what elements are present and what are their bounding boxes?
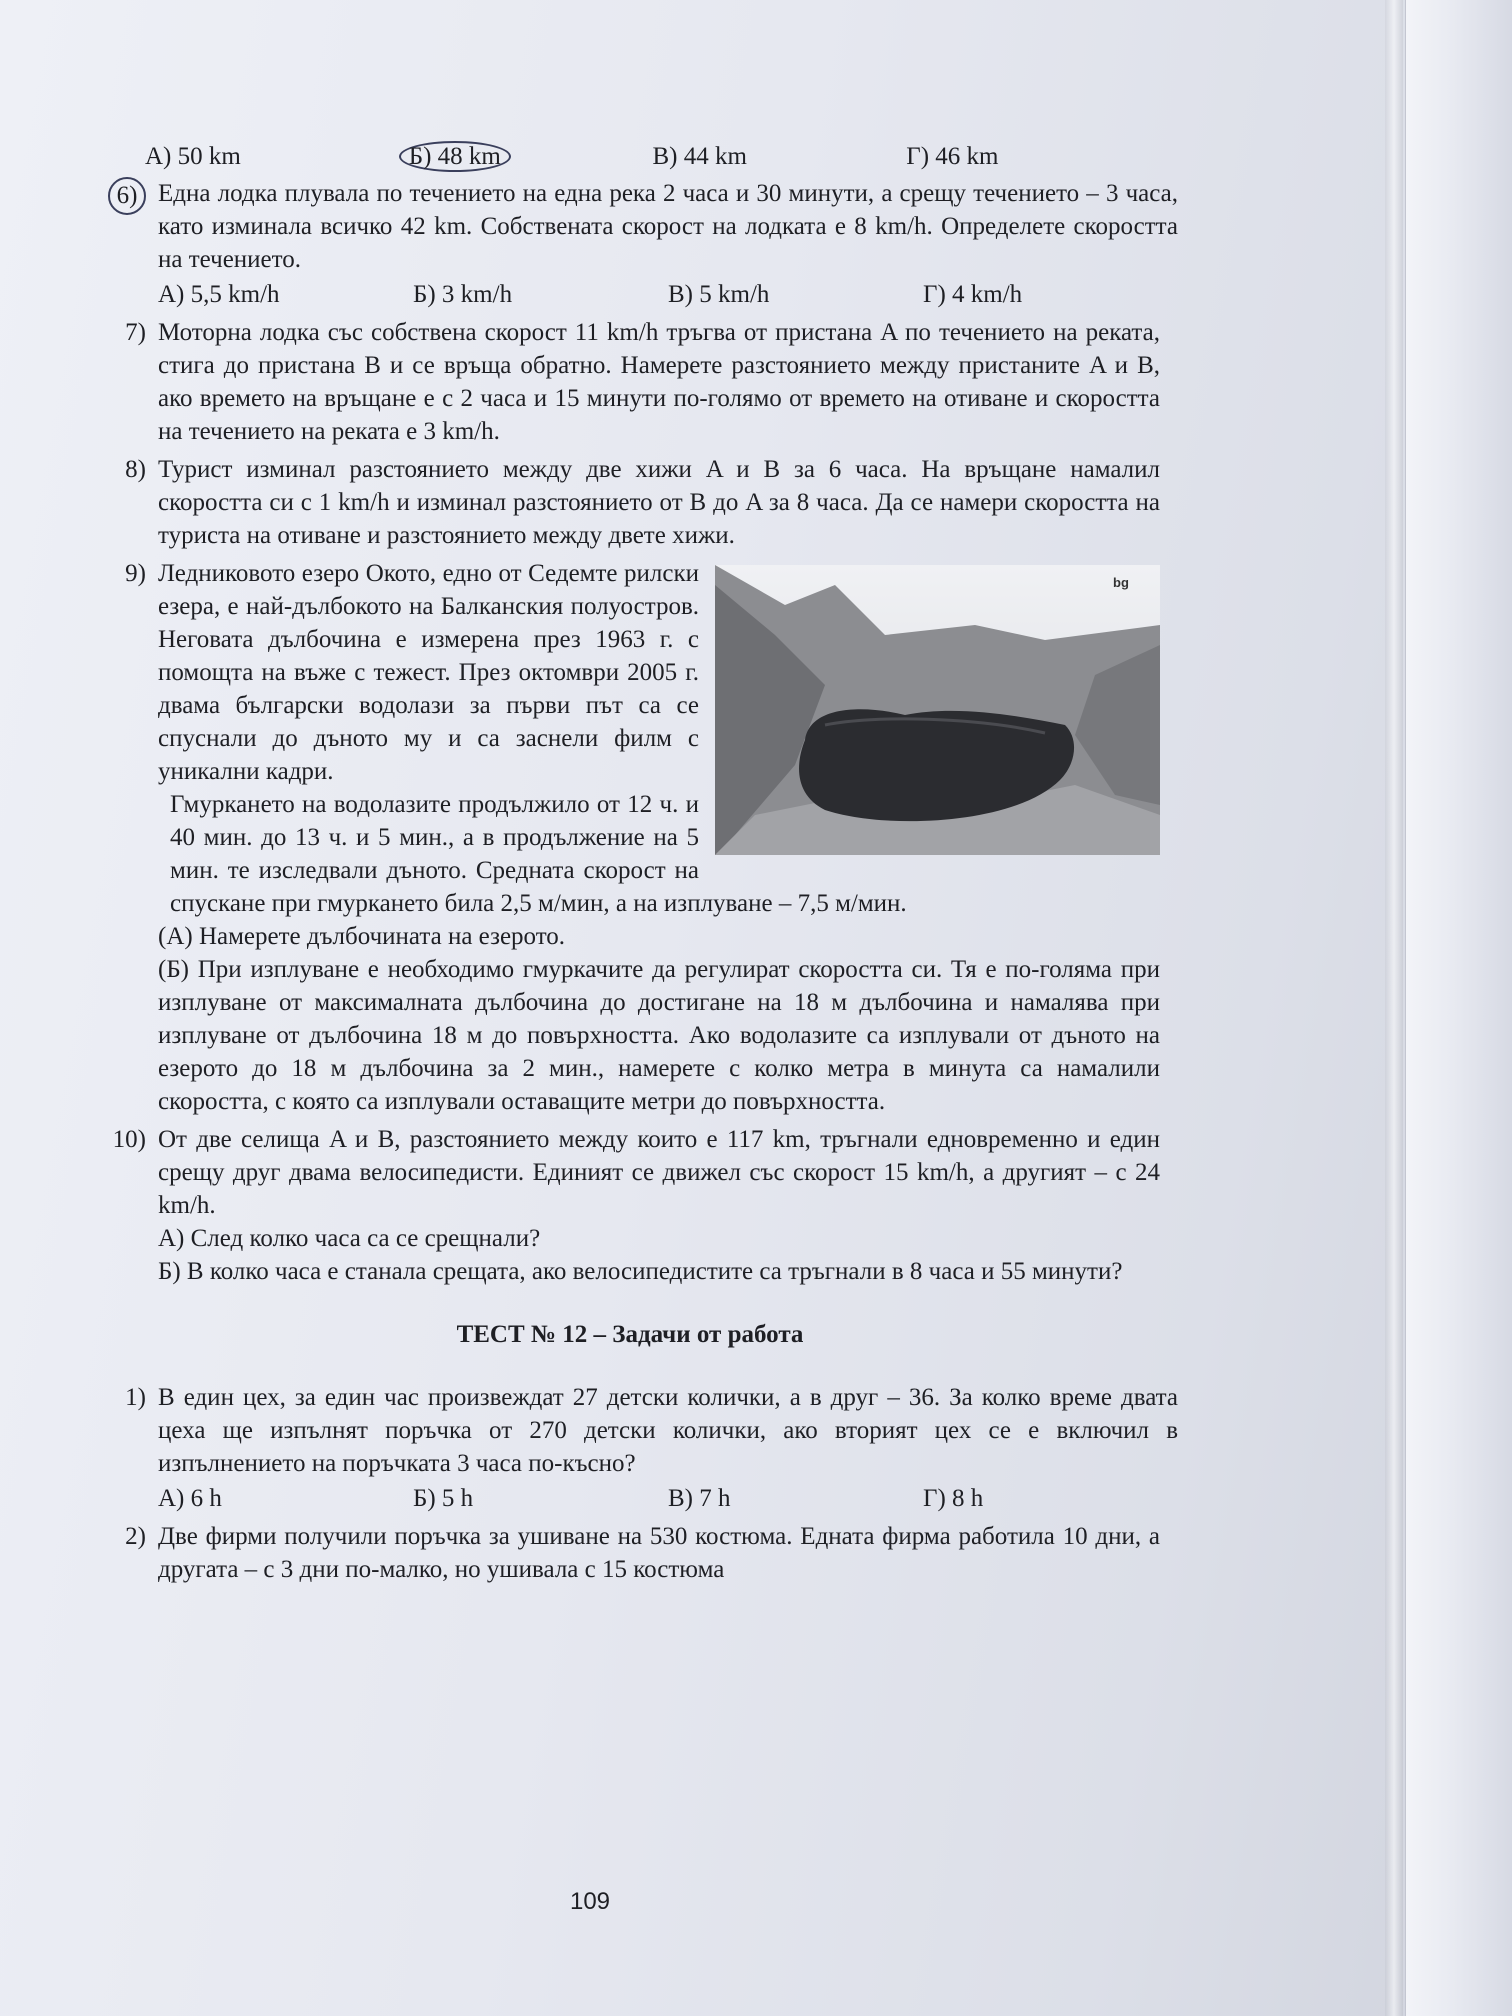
- question-text-dive: Гмуркането на водолазите продължило от 12 ч. и 40 мин. до 13 ч. и 5 мин., а в продължение на 5 мин. те изследвали дъното. Средната скорост на спускане при гмуркането била 2,5 м/мин, а на изплуване – 7,5 м/мин.: [170, 791, 907, 917]
- question-number: 7): [125, 319, 146, 346]
- option-c: В) 7 h: [668, 1485, 731, 1512]
- photo-logo: bg: [1113, 575, 1129, 590]
- question-part-a: А) След колко часа са се срещнали?: [158, 1225, 541, 1252]
- question-body: [158, 557, 1160, 1118]
- question-body: [158, 1381, 1178, 1515]
- question-body: [158, 1123, 1160, 1288]
- circled-answer: Б) 48 km: [399, 141, 511, 172]
- question-part-b: (Б) При изплуване е необходимо гмуркачите да регулират скоростта си. Тя е по-голяма при изплуване от максималната дълбочина до достигане на 18 м дълбочина и намалява при изплуване от дълбочина 18 м до повърхността. Ако водолазите са изплували от дъното на езерото до 18 м дълбочина за 2 мин., намерете с колко метра в минута са намалили скоростта, с която са изплували оставащите метри до повърхността.: [158, 956, 1160, 1115]
- test-question-2: [100, 1520, 1160, 1586]
- option-b: [399, 140, 653, 173]
- question-part-a: (А) Намерете дълбочината на езерото.: [158, 923, 566, 950]
- question-text: От две селища A и B, разстоянието между които е 117 km, тръгнали едновременно и един срещу друг двама велосипедисти. Единият се движел със скорост 15 km/h, а другият – с 24 km/h.: [158, 1126, 1160, 1219]
- option-a: А) 50 km: [145, 143, 241, 170]
- top-options: [145, 140, 1160, 173]
- option-a: А) 5,5 km/h: [158, 281, 280, 308]
- test-title: ТЕСТ № 12 – Задачи от работа: [456, 1321, 804, 1348]
- question-6: [100, 177, 1178, 311]
- option-c: В) 5 km/h: [668, 281, 770, 308]
- page-content: [100, 140, 1178, 1591]
- question-number: 2): [125, 1523, 146, 1550]
- question-text: В един цех, за един час произвеждат 27 детски колички, а в друг – 36. За колко време двата цеха ще изпълнят поръчка от 270 детски колички, ако вторият цех се е включил в изпълнението на поръчката 3 часа по-късно?: [158, 1384, 1178, 1477]
- option-b: Б) 5 h: [413, 1485, 474, 1512]
- paper-edge: [1405, 0, 1512, 2016]
- question-number: 1): [125, 1384, 146, 1411]
- question-9: [100, 557, 1160, 1118]
- question-part-b: Б) В колко часа е станала срещата, ако велосипедистите са тръгнали в 8 часа и 55 минути?: [158, 1258, 1123, 1285]
- circled-number: 6): [108, 177, 146, 215]
- page-number: 109: [569, 1888, 611, 1915]
- question-number: 10): [112, 1126, 146, 1153]
- question-text: Моторна лодка със собствена скорост 11 km/h тръгва от пристана A по течението на реката, стига до пристана B и се връща обратно. Намерете разстоянието между пристаните A и B, ако времето на връщане е с 2 часа и 15 минути по-голямо от времето на отиване и скоростта на течението на реката е 3 km/h.: [158, 319, 1160, 445]
- question-8: [100, 453, 1160, 552]
- question-text: Турист изминал разстоянието между две хижи A и B за 6 часа. На връщане намалил скоростта си с 1 km/h и изминал разстоянието от B до A за 8 часа. Да се намери скоростта на туриста на отиване и разстоянието между двете хижи.: [158, 456, 1160, 549]
- question-7: [100, 316, 1160, 448]
- lake-photo: [715, 565, 1160, 855]
- option-b: Б) 3 km/h: [413, 281, 513, 308]
- test-question-1: [100, 1381, 1178, 1515]
- option-a: А) 6 h: [158, 1485, 222, 1512]
- question-body: [158, 177, 1178, 311]
- option-d: Г) 4 km/h: [923, 281, 1023, 308]
- option-d: Г) 8 h: [923, 1485, 984, 1512]
- option-c: В) 44 km: [652, 143, 747, 170]
- answer-options: [158, 1482, 1178, 1515]
- question-number: [100, 177, 158, 311]
- question-text: Една лодка плувала по течението на една река 2 часа и 30 минути, а срещу течението – 3 часа, като изминала всичко 42 km. Собствената скорост на лодката е 8 km/h. Определете скоростта на течението.: [158, 180, 1178, 273]
- question-text-intro: Ледниковото езеро Окото, едно от Седемте рилски езера, е най-дълбокото на Балканския полуостров. Неговата дълбочина е измерена през 1963 г. с помощта на въже с тежест. През октомври 2005 г. двама български водолази за първи път са се спуснали до дъното му и са заснели филм с уникални кадри.: [158, 560, 699, 785]
- question-text: Две фирми получили поръчка за ушиване на 530 костюма. Едната фирма работила 10 дни, а другата – с 3 дни по-малко, но ушивала с 15 костюма: [158, 1523, 1160, 1583]
- question-number: 8): [125, 456, 146, 483]
- option-d: Г) 46 km: [906, 143, 999, 170]
- paper-fold: [1385, 0, 1403, 2016]
- question-10: [100, 1123, 1160, 1288]
- answer-options: [158, 278, 1178, 311]
- question-number: 9): [125, 560, 146, 587]
